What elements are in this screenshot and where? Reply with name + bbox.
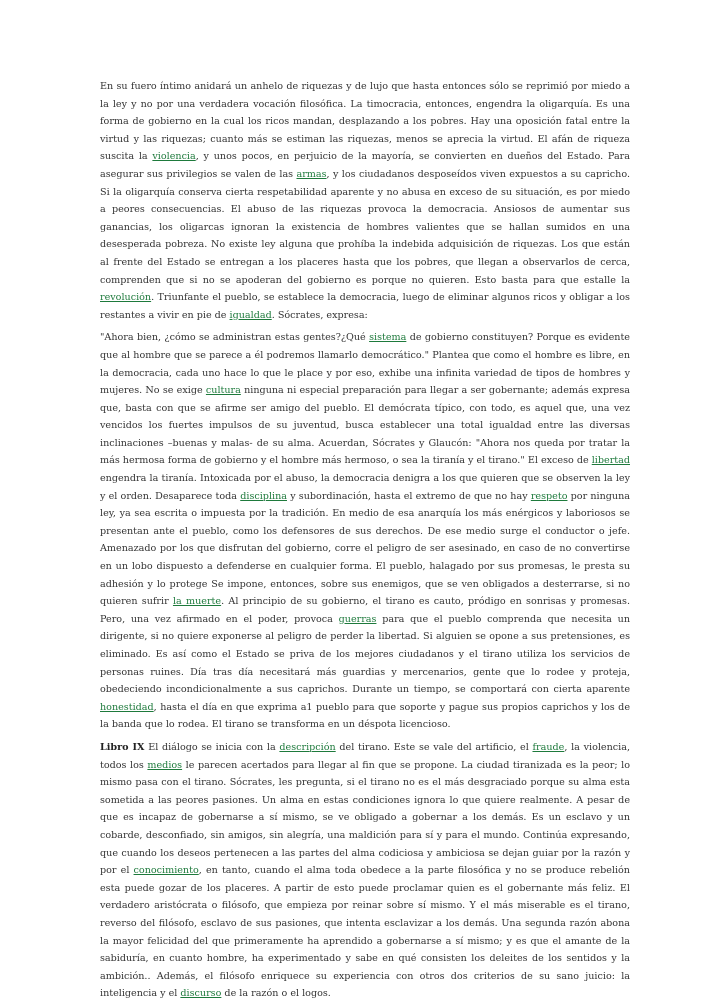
text-segment: . Triunfante el pueblo, se establece la democracia, luego de eliminar algunos ricos y obligar a los restantes a vivir en pie de [100,292,630,321]
link-honestidad[interactable]: honestidad [100,701,154,713]
text-segment: por ninguna ley, ya sea escrita o impuesta por la tradición. En medio de esa anarquía los más enérgicos y laboriosos se presentan ante el pueblo, como los defensores de sus derechos. De ese medio surge el conductor o jefe. Amenazado por los que disfrutan del gobierno, corre el peligro de ser asesinado, en caso de no convertirse en un lobo dispuesto a defenderse en cualquier forma. El pueblo, halagado por sus promesas, le presta su adhesión y lo protege Se impone, entonces, sobre sus enemigos, que se ven obligados a desterrarse, si no quieren sufrir [100,490,631,608]
text-segment: engendra la tiranía. Intoxicada por el abuso, la democracia denigra a los que quieren que se observen la ley y el orden. Desaparece toda [100,473,630,502]
document-body [100,78,630,1008]
link-guerras[interactable]: guerras [338,613,377,625]
text-segment: . Sócrates, expresa: [271,309,368,321]
text-segment: El diálogo se inicia con la [144,741,280,753]
text-segment: , y los ciudadanos desposeídos viven expuestos a su capricho. Si la oligarquía conserva cierta respetabilidad aparente y no abusa en exceso de su situación, es por miedo a peores consecuencias. El abuso de las riquezas provoca la democracia. Ansiosos de aumentar sus ganancias, los oligarcas ignoran la existencia de hombres valientes que se hallan sumidos en una desesperada pobreza. No existe ley alguna que prohíba la indebida adquisición de riquezas. Los que están al frente del Estado se entregan a los placeres hasta que los pobres, que llegan a observarlos de cerca, comprenden que si no se apoderan del gobierno es porque no quieren. Esto basta para que estalle la [100,168,630,286]
text-segment: "Ahora bien, ¿cómo se administran estas gentes?¿Qué [100,332,370,344]
text-segment: y subordinación, hasta el extremo de que no hay [287,490,531,502]
paragraph-libro-ix [100,739,630,1003]
text-segment: . Al principio de su gobierno, el tirano es cauto, pródigo en sonrisas y promesas. Pero, una vez afirmado en el poder, provoca [100,596,630,625]
link-violencia[interactable]: violencia [152,151,196,163]
link-igualdad[interactable]: igualdad [229,309,272,321]
text-segment: En su fuero íntimo anidará un anhelo de riquezas y de lujo que hasta entonces sólo se reprimió por miedo a la ley y no por una verdadera vocación filosófica. La timocracia, entonces, engendra la oligarquía. Es una forma de gobierno en la cual los ricos mandan, desplazando a los pobres. Hay una oposición fatal entre la virtud y las riquezas; cuanto más se estiman las riquezas, menos se aprecia la virtud. El afán de riqueza suscita la [100,81,630,163]
link-fraude[interactable]: fraude [532,741,565,753]
link-discurso[interactable]: discurso [180,988,222,1000]
text-segment: , la violencia, todos los [100,741,630,771]
section-heading: Libro IX [100,741,145,753]
paragraph-democracia [100,329,630,734]
text-segment: para que el pueblo comprenda que necesita un dirigente, si no quiere exponerse al peligro de perder la libertad. Si alguien se opone a sus pretensiones, es eliminado. Es así como el Estado se priva de los mejores ciudadanos y el tirano utiliza los servicios de personas ruines. Día tras día necesitará más guardias y mercenarios, gente que lo rodee y proteja, obedeciendo incondicionalmente a sus caprichos. Durante un tiempo, se comportará con cierta aparente [100,613,630,696]
link-la-muerte[interactable]: la muerte [172,596,222,608]
link-sistema[interactable]: sistema [369,332,407,344]
text-segment: , hasta el día en que exprima a1 pueblo para que soporte y pague sus propios caprichos y los de la banda que lo rodea. El tirano se transforma en un déspota licencioso. [100,701,630,731]
text-segment: le parecen acertados para llegar al fin que se propone. La ciudad tiranizada es la peor; lo mismo pasa con el tirano. Sócrates, les pregunta, si el tirano no es el más desgraciado porque su alma esta sometida a las peores pasiones. Un alma en estas condiciones ignora lo que quiere realmente. A pesar de que es incapaz de gobernarse a sí mismo, se ve obligado a gobernar a los demás. Es un esclavo y un cobarde, desconfiado, sin amigos, sin alegría, una maldición para sí y para el mundo. Continúa expresando, que cuando los deseos pertenecen a las partes del alma codiciosa y ambiciosa se dejan guiar por la razón y por el [100,759,631,877]
link-respeto[interactable]: respeto [530,490,568,502]
link-libertad[interactable]: libertad [591,455,630,467]
link-conocimiento[interactable]: conocimiento [133,865,199,877]
paragraph-oligarquia [100,78,630,324]
link-cultura[interactable]: cultura [205,385,241,397]
text-segment: ninguna ni especial preparación para llegar a ser gobernante; además expresa que, basta con que se afirme ser amigo del pueblo. El demócrata típico, con todo, es aquel que, una vez vencidos los fuertes impulsos de su juventud, busca establecer una total igualdad entre las diversas inclinaciones –buenas y malas- de su alma. Acuerdan, Sócrates y Glaucón: "Ahora nos queda por tratar la más hermosa forma de gobierno y el hombre más hermoso, o sea la tiranía y el tirano." El exceso de [100,385,630,467]
link-revolucion[interactable]: revolución [100,292,152,304]
link-descripcion[interactable]: descripción [279,741,336,753]
text-segment: del tirano. Este se vale del artificio, el [335,741,533,753]
link-disciplina[interactable]: disciplina [240,490,287,502]
text-segment: de la razón o el logos. [221,988,331,1000]
text-segment: , en tanto, cuando el alma toda obedece a la parte filosófica y no se produce rebelión esta puede gozar de los placeres. A partir de esto puede proclamar quien es el gobernante más feliz. El verdadero aristócrata o filósofo, que empieza por reinar sobre sí mismo. Y el más miserable es el tirano, reverso del filósofo, esclavo de sus pasiones, que intenta esclavizar a los demás. Una segunda razón abona la mayor felicidad del que primeramente ha aprendido a gobernarse a sí mismo; y es que el amante de la sabiduría, en cuanto hombre, ha experimentado y sabe en qué consisten los deleites de los sentidos y la ambición.. Además, el filósofo enriquece su experiencia con otros dos criterios de su sano juicio: la inteligencia y el [100,865,630,1000]
link-medios[interactable]: medios [147,759,183,771]
link-armas[interactable]: armas [296,168,327,180]
text-segment: de gobierno constituyen? Porque es evidente que al hombre que se parece a él podremos llamarlo democrático." Plantea que como el hombre es libre, en la democracia, cada uno hace lo que le place y por eso, exhibe una infinita variedad de tipos de hombres y mujeres. No se exige [100,332,630,397]
text-segment: , y unos pocos, en perjuicio de la mayoría, se convierten en dueños del Estado. Para asegurar sus privilegios se valen de las [100,151,630,180]
